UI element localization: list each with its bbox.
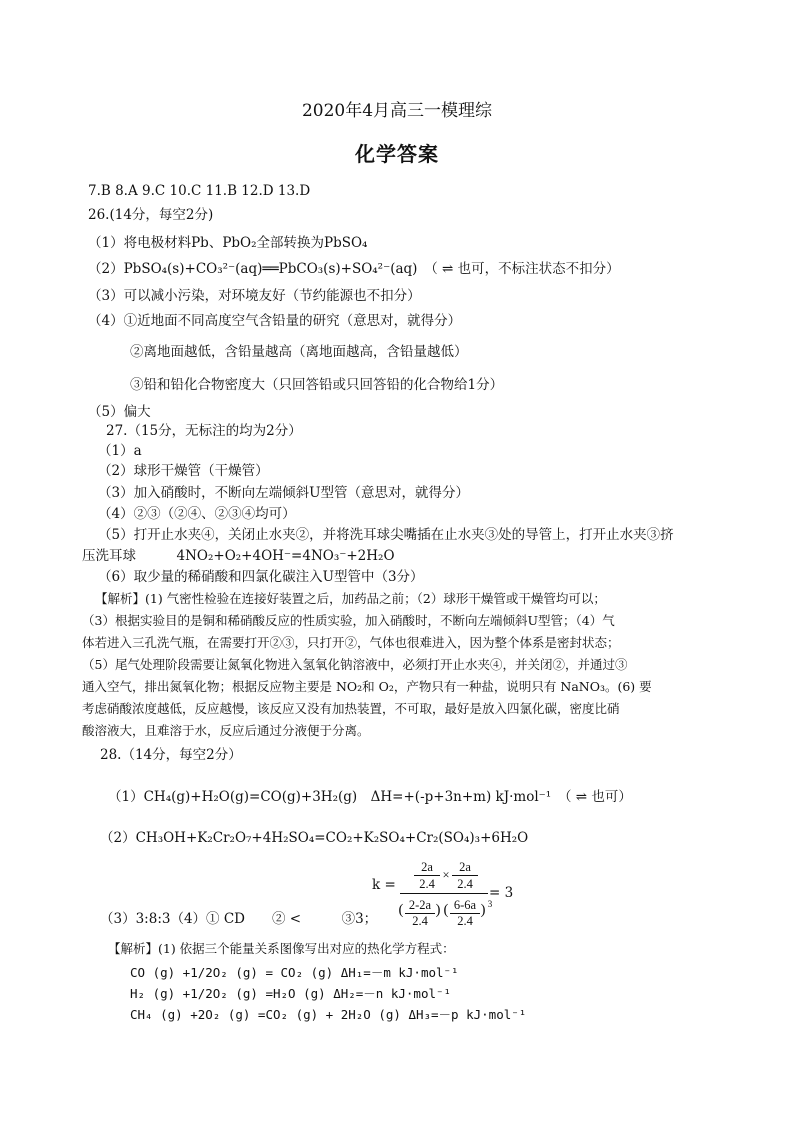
denominator-2-top: 6-6a bbox=[453, 898, 477, 912]
q27-answer-6: （6）取少量的稀硝酸和四氯化碳注入U型管中（3分） bbox=[98, 569, 424, 585]
q26-answer-4a: （4）①近地面不同高度空气含铅量的研究（意思对，就得分） bbox=[88, 313, 462, 329]
q27-answer-4: （4）②③（②④、②③④均可） bbox=[98, 506, 296, 522]
page-title: 2020年4月高三一模理综 bbox=[301, 101, 493, 121]
q27-analysis-4: （5）尾气处理阶段需要让氮氧化物进入氢氧化钠溶液中，必须打开止水夹④，并关闭②，并通过③ bbox=[82, 657, 628, 672]
denominator-1-bottom: 2.4 bbox=[412, 914, 428, 928]
numerator-2-top: 2a bbox=[459, 860, 471, 874]
numerator-2-bottom: 2.4 bbox=[457, 877, 473, 891]
den-exponent: 3 bbox=[487, 899, 493, 909]
den-lparen-2: ( bbox=[443, 902, 449, 918]
q26-answer-3: （3）可以减小污染，对环境友好（节约能源也不扣分） bbox=[88, 288, 421, 304]
q27-answer-5b: 压洗耳球 4NO₂+O₂+4OH⁻=4NO₃⁻+2H₂O bbox=[82, 548, 395, 564]
q27-answer-3: （3）加入硝酸时，不断向左端倾斜U型管（意思对，就得分） bbox=[98, 485, 469, 501]
denominator-1-top: 2-2a bbox=[408, 898, 432, 912]
k-result: = 3 bbox=[489, 885, 514, 901]
q27-heading: 27.（15分，无标注的均为2分） bbox=[106, 423, 302, 439]
q27-answer-1: （1）a bbox=[98, 443, 142, 459]
page-subtitle: 化学答案 bbox=[355, 142, 439, 166]
q26-heading: 26.(14分，每空2分) bbox=[88, 207, 214, 223]
q27-analysis-1: 【解析】(1) 气密性检验在连接好装置之后，加药品之前；（2）球形干燥管或干燥管均可以； bbox=[95, 591, 606, 606]
q26-answer-4c: ③铅和铅化合物密度大（只回答铅或只回答铅的化合物给1分） bbox=[130, 377, 504, 393]
mc-answers: 7.B 8.A 9.C 10.C 11.B 12.D 13.D bbox=[88, 183, 311, 199]
numerator-1-bottom: 2.4 bbox=[419, 877, 435, 891]
q26-answer-5: （5）偏大 bbox=[88, 404, 151, 420]
q26-answer-1: （1）将电极材料Pb、PbO₂全部转换为PbSO₄ bbox=[88, 235, 368, 251]
q28-equation-1: CO (g) +1/2O₂ (g) = CO₂ (g) ΔH₁=－m kJ·mol⁻¹ bbox=[130, 965, 459, 980]
q28-analysis-head: 【解析】(1) 依据三个能量关系图像写出对应的热化学方程式： bbox=[108, 941, 455, 956]
q27-analysis-2: （3）根据实验目的是铜和稀硝酸反应的性质实验，加入硝酸时，不断向左端倾斜U型管；（4）气 bbox=[82, 613, 615, 628]
q26-answer-4b: ②离地面越低，含铅量越高（离地面越高，含铅量越低） bbox=[130, 344, 468, 360]
q27-analysis-5: 通入空气，排出氮氧化物；根据反应物主要是 NO₂和 O₂，产物只有一种盐，说明只有 NaNO₃。(6) 要 bbox=[82, 679, 652, 694]
den-lparen-1: ( bbox=[398, 902, 404, 918]
q27-analysis-6: 考虑硝酸浓度越低，反应越慢，该反应又没有加热装置，不可取，最好是放入四氯化碳，密度比硝 bbox=[82, 701, 620, 716]
denominator-2-bottom: 2.4 bbox=[457, 914, 473, 928]
main-fraction-bar bbox=[400, 893, 488, 894]
q28-equation-2: H₂ (g) +1/2O₂ (g) =H₂O (g) ΔH₂=－n kJ·mol⁻¹ bbox=[130, 986, 452, 1001]
q28-heading: 28.（14分，每空2分） bbox=[100, 747, 242, 763]
numerator-1-top: 2a bbox=[421, 860, 433, 874]
q27-answer-5a: （5）打开止水夹④，关闭止水夹②，并将洗耳球尖嘴插在止水夹③处的导管上，打开止水夹③挤 bbox=[98, 527, 674, 543]
q27-answer-2: （2）球形干燥管（干燥管） bbox=[98, 463, 269, 479]
k-label: k = bbox=[372, 877, 396, 893]
q28-equation-3: CH₄ (g) +2O₂ (g) =CO₂ (g) + 2H₂O (g) ΔH₃=－p kJ·mol⁻¹ bbox=[130, 1007, 527, 1022]
q27-analysis-7: 酸溶液大，且难溶于水，反应后通过分液便于分离。 bbox=[82, 723, 370, 738]
numerator-2-bar bbox=[452, 875, 478, 876]
times-sign: × bbox=[442, 868, 450, 882]
numerator-1-bar bbox=[414, 875, 440, 876]
q28-answer-2: （2）CH₃OH+K₂Cr₂O₇+4H₂SO₄=CO₂+K₂SO₄+Cr₂(SO₄)₃+6H₂O bbox=[100, 830, 529, 846]
den-rparen-1: ) bbox=[435, 902, 441, 918]
q26-answer-2: （2）PbSO₄(s)+CO₃²⁻(aq)══PbCO₃(s)+SO₄²⁻(aq) （ ⇌ 也可，不标注状态不扣分） bbox=[88, 261, 620, 277]
den-rparen-2: ) bbox=[480, 902, 486, 918]
q27-analysis-3: 体若进入三孔洗气瓶，在需要打开②③，只打开②，气体也很难进入，因为整个体系是密封状态； bbox=[82, 635, 620, 650]
q28-answer-1: （1）CH₄(g)+H₂O(g)=CO(g)+3H₂(g) ΔH=+(-p+3n+m) kJ·mol⁻¹ （ ⇌ 也可） bbox=[108, 789, 632, 805]
q28-answer-3-4: （3）3:8:3（4）① CD ② < ③3； bbox=[100, 911, 378, 927]
